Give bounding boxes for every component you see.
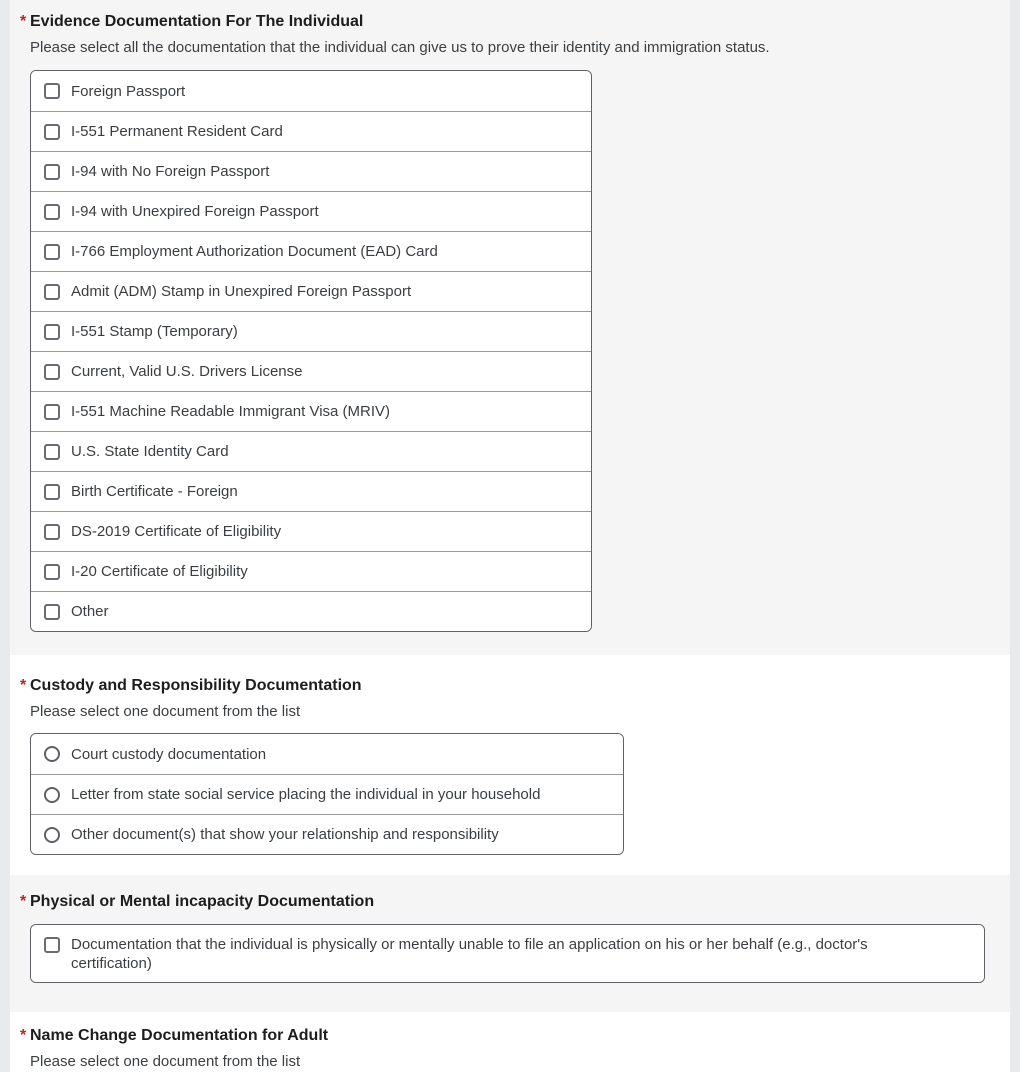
checkbox-option-row[interactable]	[31, 191, 591, 231]
option-label: I-551 Machine Readable Immigrant Visa (MRIV)	[71, 403, 391, 420]
checkbox[interactable]	[44, 484, 60, 500]
checkbox[interactable]	[44, 124, 60, 140]
option-label: Other	[71, 603, 109, 620]
section-title	[20, 12, 1010, 31]
evidence-document-list	[30, 70, 592, 632]
option-label: I-551 Permanent Resident Card	[71, 123, 283, 140]
option-label: Foreign Passport	[71, 82, 186, 100]
checkbox[interactable]	[44, 604, 60, 620]
option-label: I-94 with Unexpired Foreign Passport	[71, 203, 319, 220]
section-title	[20, 676, 1010, 695]
checkbox-option-row[interactable]	[31, 311, 591, 351]
required-asterisk: *	[20, 893, 27, 910]
checkbox[interactable]	[44, 164, 60, 180]
section-title	[20, 1026, 1010, 1045]
checkbox-option-row[interactable]	[31, 431, 591, 471]
checkbox-option-row[interactable]	[31, 231, 591, 271]
checkbox[interactable]	[44, 404, 60, 420]
option-label: DS-2019 Certificate of Eligibility	[71, 523, 282, 540]
checkbox-option-row[interactable]	[31, 71, 591, 111]
section-title-text: Name Change Documentation for Adult	[30, 1027, 329, 1044]
checkbox[interactable]	[44, 444, 60, 460]
section-name-change-documentation	[10, 1012, 1010, 1072]
option-label: Other document(s) that show your relationship and responsibility	[71, 826, 499, 843]
section-subtitle: Please select one document from the list	[30, 1053, 301, 1070]
checkbox[interactable]	[44, 564, 60, 580]
custody-document-list	[30, 733, 624, 855]
checkbox[interactable]	[44, 83, 60, 99]
checkbox-option-row[interactable]	[31, 151, 591, 191]
incapacity-document-list	[30, 924, 985, 983]
section-title-text: Evidence Documentation For The Individual	[30, 13, 364, 30]
section-evidence-documentation	[10, 0, 1010, 655]
checkbox-option-row[interactable]	[31, 511, 591, 551]
option-label: I-20 Certificate of Eligibility	[71, 563, 248, 580]
checkbox[interactable]	[44, 284, 60, 300]
option-label: I-94 with No Foreign Passport	[71, 163, 270, 180]
required-asterisk: *	[20, 1027, 27, 1044]
option-label: Admit (ADM) Stamp in Unexpired Foreign Passport	[71, 283, 412, 300]
option-label: Documentation that the individual is physically or mentally unable to file an application on his or her behalf (e.g., doctor's certification)	[71, 936, 868, 972]
radio-option-row[interactable]	[31, 774, 623, 814]
section-title-text: Custody and Responsibility Documentation	[30, 677, 362, 694]
checkbox-option-row[interactable]	[31, 591, 591, 631]
option-label: U.S. State Identity Card	[71, 443, 229, 460]
checkbox-option-row[interactable]	[31, 351, 591, 391]
radio-option-row[interactable]	[31, 814, 623, 854]
checkbox[interactable]	[44, 524, 60, 540]
option-label: Current, Valid U.S. Drivers License	[71, 363, 303, 380]
checkbox[interactable]	[44, 204, 60, 220]
section-incapacity-documentation	[10, 875, 1010, 1012]
option-label: I-551 Stamp (Temporary)	[71, 323, 238, 340]
checkbox-option-row[interactable]	[31, 271, 591, 311]
checkbox[interactable]	[44, 937, 60, 953]
radio-button[interactable]	[44, 746, 60, 762]
section-title	[20, 892, 1010, 911]
checkbox-option-row[interactable]	[31, 111, 591, 151]
section-subtitle: Please select all the documentation that the individual can give us to prove their identity and immigration status.	[30, 39, 770, 56]
checkbox-option-row[interactable]	[31, 391, 591, 431]
checkbox[interactable]	[44, 364, 60, 380]
option-label: Letter from state social service placing the individual in your household	[71, 786, 541, 803]
option-label: Birth Certificate - Foreign	[71, 483, 238, 500]
required-asterisk: *	[20, 13, 27, 30]
radio-button[interactable]	[44, 787, 60, 803]
checkbox-option-row[interactable]	[31, 925, 984, 982]
checkbox-option-row[interactable]	[31, 551, 591, 591]
option-label: I-766 Employment Authorization Document (EAD) Card	[71, 243, 438, 260]
option-label: Court custody documentation	[71, 745, 267, 763]
checkbox[interactable]	[44, 324, 60, 340]
radio-button[interactable]	[44, 827, 60, 843]
checkbox-option-row[interactable]	[31, 471, 591, 511]
section-title-text: Physical or Mental incapacity Documentation	[30, 893, 375, 910]
section-subtitle: Please select one document from the list	[30, 703, 301, 720]
checkbox[interactable]	[44, 244, 60, 260]
section-custody-documentation	[10, 655, 1010, 875]
radio-option-row[interactable]	[31, 734, 623, 774]
required-asterisk: *	[20, 677, 27, 694]
